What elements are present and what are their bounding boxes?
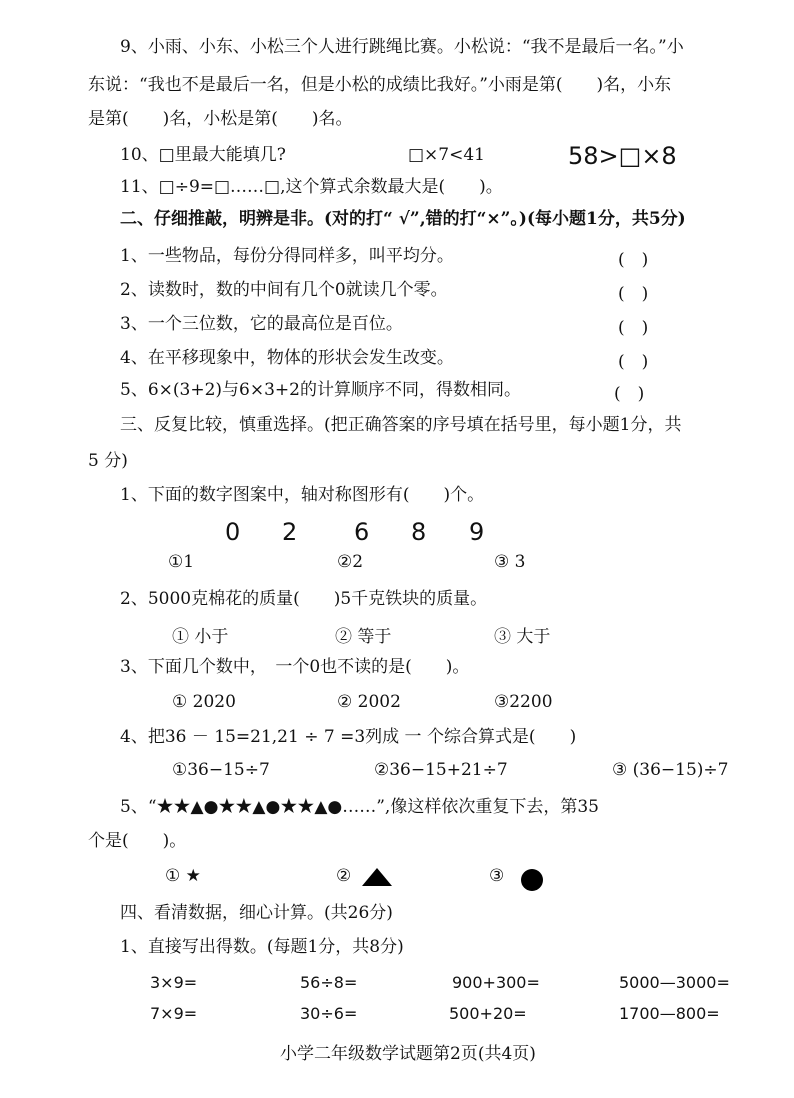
calc-r2-c2: 30÷6= [300, 1004, 358, 1023]
sec3-q4-option-1: ①36−15÷7 [172, 760, 270, 780]
section3-title-line1: 三、反复比较，慎重选择。(把正确答案的序号填在括号里，每小题1分，共 [120, 415, 682, 435]
sec3-q3-option-3: ③2200 [494, 692, 553, 712]
sec2-item-2: 2、读数时，数的中间有几个0就读几个零。 [120, 280, 448, 300]
sec2-paren-5: ( ) [614, 384, 645, 404]
sec3-q4-text: 4、把36 － 15=21,21 ÷ 7 =3列成 一 个综合算式是( ) [120, 727, 577, 747]
digit-0: 0 [225, 518, 241, 546]
section2-title: 二、仔细推敲，明辨是非。(对的打“ √”,错的打“×”。)(每小题1分，共5分) [120, 209, 686, 229]
section4-title: 四、看清数据，细心计算。(共26分) [120, 903, 393, 923]
section3-title-line2: 5 分) [88, 451, 128, 471]
sec3-q3-option-1: ① 2020 [172, 692, 236, 712]
sec2-item-1: 1、一些物品，每份分得同样多，叫平均分。 [120, 246, 454, 266]
sec3-q3-option-2: ② 2002 [337, 692, 401, 712]
sec3-q2-option-1: ① 小于 [172, 627, 229, 647]
q9-line2: 东说：“我也不是最后一名，但是小松的成绩比我好。”小雨是第( )名，小东 [88, 75, 672, 95]
sec2-paren-4: ( ) [618, 352, 649, 372]
sec2-paren-1: ( ) [618, 250, 649, 270]
q9-line3: 是第( )名，小松是第( )名。 [88, 109, 353, 129]
sec3-q5-option-2: ② [336, 866, 352, 886]
q9-line1: 9、小雨、小东、小松三个人进行跳绳比赛。小松说：“我不是最后一名。”小 [120, 37, 684, 57]
sec3-q5-option-1: ① ★ [165, 866, 201, 886]
sec3-q1-option-1: ①1 [168, 552, 195, 572]
sec3-q1-option-3: ③ 3 [494, 552, 526, 572]
sec2-item-4: 4、在平移现象中，物体的形状会发生改变。 [120, 348, 454, 368]
sec3-q5-option-3: ③ [489, 866, 505, 886]
sec3-q3-text: 3、下面几个数中， 一个0也不读的是( )。 [120, 657, 470, 677]
sec3-q4-option-2: ②36−15+21÷7 [374, 760, 508, 780]
sec3-q2-text: 2、5000克棉花的质量( )5千克铁块的质量。 [120, 589, 488, 609]
sec2-paren-3: ( ) [618, 318, 649, 338]
calc-r1-c1: 3×9= [150, 973, 198, 992]
digit-6: 6 [354, 518, 370, 546]
calc-r2-c4: 1700—800= [619, 1004, 720, 1023]
sec3-q1-text: 1、下面的数字图案中，轴对称图形有( )个。 [120, 485, 485, 505]
page-footer: 小学二年级数学试题第2页(共4页) [280, 1044, 536, 1064]
sec3-q2-option-2: ② 等于 [335, 627, 392, 647]
calc-r1-c3: 900+300= [452, 973, 540, 992]
q11-text: 11、□÷9=□……□,这个算式余数最大是( )。 [120, 177, 503, 197]
triangle-icon [361, 866, 393, 888]
sec3-q5-line1: 5、“★★▲●★★▲●★★▲●……”,像这样依次重复下去，第35 [120, 797, 599, 817]
calc-r1-c2: 56÷8= [300, 973, 358, 992]
calc-r2-c3: 500+20= [449, 1004, 527, 1023]
q10-expr2: 58>□×8 [568, 142, 677, 170]
digit-8: 8 [411, 518, 427, 546]
sec4-q1-text: 1、直接写出得数。(每题1分，共8分) [120, 937, 404, 957]
calc-r2-c1: 7×9= [150, 1004, 198, 1023]
calc-r1-c4: 5000—3000= [619, 973, 730, 992]
circle-icon [520, 868, 544, 892]
digit-9: 9 [469, 518, 485, 546]
sec2-paren-2: ( ) [618, 284, 649, 304]
sec3-q4-option-3: ③ (36−15)÷7 [612, 760, 729, 780]
sec3-q1-option-2: ②2 [337, 552, 364, 572]
q10-expr1: □×7<41 [408, 145, 485, 165]
sec3-q5-line2: 个是( )。 [88, 831, 187, 851]
sec2-item-5: 5、6×(3+2)与6×3+2的计算顺序不同，得数相同。 [120, 380, 521, 400]
q10-text: 10、□里最大能填几? [120, 145, 286, 165]
sec3-q2-option-3: ③ 大于 [494, 627, 551, 647]
sec2-item-3: 3、一个三位数，它的最高位是百位。 [120, 314, 403, 334]
digit-2: 2 [282, 518, 298, 546]
